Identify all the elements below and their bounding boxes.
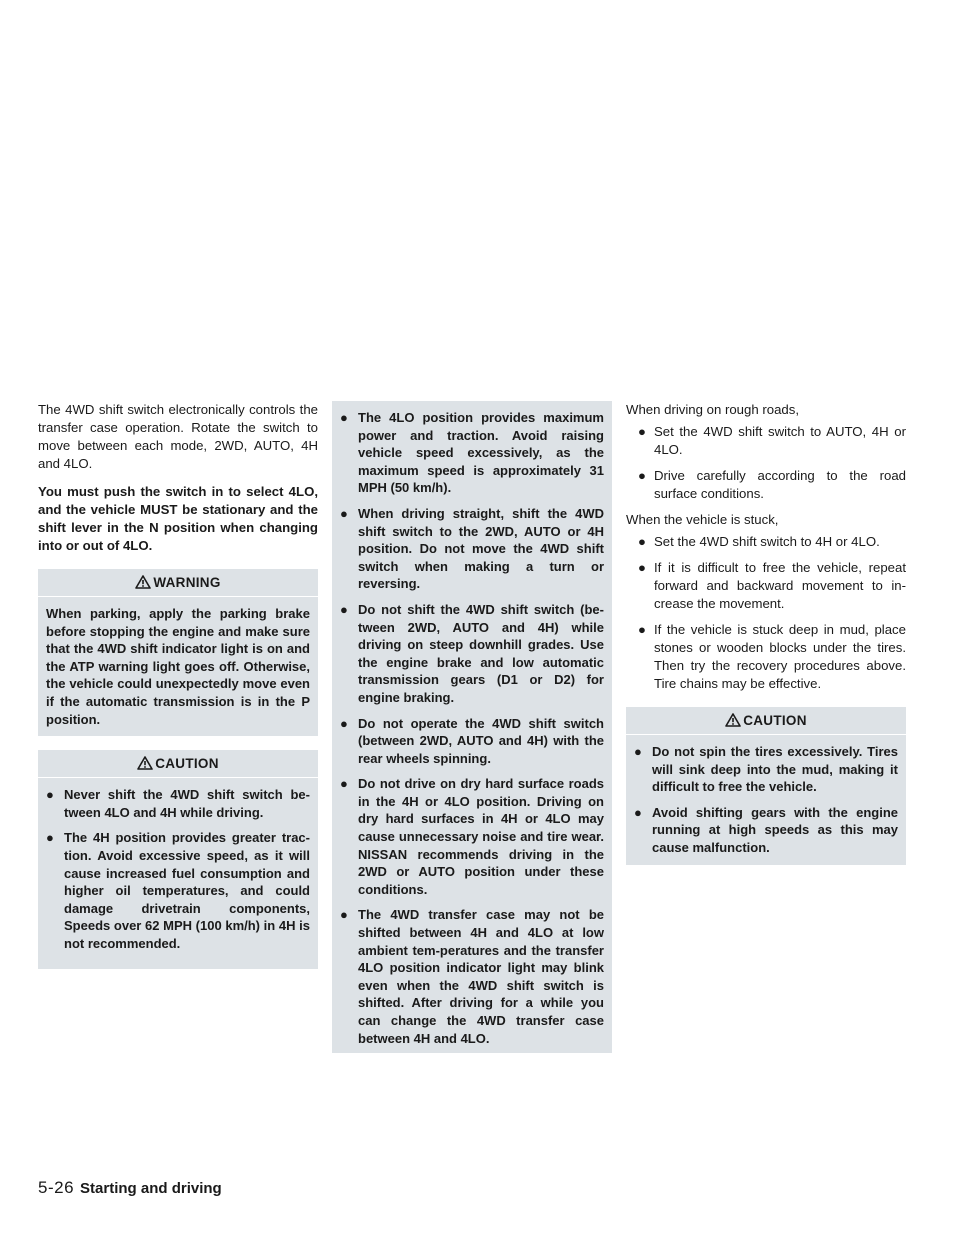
warning-text: When parking, apply the parking brake before stopping the engine and make sure that the 4WD shift indicator light is on and the ATP warning light goes off. Otherwise, the vehicle could unexpectedly move even if the automatic transmission is in the P position. — [46, 606, 310, 727]
bullet-icon: ● — [340, 907, 348, 923]
list-item: ● Do not operate the 4WD shift switch (between 2WD, AUTO and 4H) with the rear wheels spinning. — [340, 715, 604, 766]
bullet-icon: ● — [638, 622, 646, 637]
list-item: ● Do not drive on dry hard surface roads in the 4H or 4LO position. Driving on dry hard surfaces in 4H or 4LO may cause unnecessary noise and tire wear. NISSAN recommends driving in the 2WD or AUTO position under these conditions. — [340, 776, 604, 897]
intro-paragraph: The 4WD shift switch electronically controls the transfer case operation. Rotate the switch to move between each mode, 2WD, AUTO, 4H and 4LO. — [38, 402, 318, 471]
section-title: Starting and driving — [80, 1180, 222, 1197]
bullet-icon: ● — [340, 505, 348, 521]
bullet-icon: ● — [340, 410, 348, 425]
bullet-icon: ● — [340, 601, 348, 617]
bullet-icon: ● — [46, 787, 54, 803]
list-item: ● When driving straight, shift the 4WD shift switch to the 2WD, AUTO or 4H position. Do not move the 4WD shift switch when making a turn or reversing. — [340, 505, 604, 592]
caution-list-left — [46, 786, 310, 952]
warning-box — [38, 569, 318, 736]
bullet-icon: ● — [638, 424, 646, 439]
list-item: ● Set the 4WD shift switch to 4H or 4LO. — [638, 534, 880, 549]
bullet-icon: ● — [340, 715, 348, 731]
warning-triangle-icon — [135, 575, 151, 589]
list-item: ● The 4H position provides greater trac-tion. Avoid excessive speed, as it will cause increased fuel consumption and higher oil temperatures, and could damage drivetrain components, Speeds over 62 MPH (100 km/h) in 4H is not recommended. — [46, 830, 310, 951]
list-item: ● The 4WD transfer case may not be shifted between 4H and 4LO at low ambient tem-peratures and the transfer 4LO position indicator light may blink even when the 4WD shift switch is shifted. After driving for a while you can change the 4WD transfer case between 4H and 4LO. — [340, 907, 604, 1046]
list-item: ● Drive carefully according to the road surface conditions. — [638, 468, 906, 501]
column-middle — [332, 401, 612, 1053]
caution-box-continued — [332, 401, 612, 1053]
bullet-icon: ● — [638, 560, 646, 575]
warning-header — [38, 569, 318, 597]
stuck-list — [626, 533, 906, 693]
list-item: ● Set the 4WD shift switch to AUTO, 4H or 4LO. — [638, 424, 906, 457]
list-item: ● The 4LO position provides maximum power and traction. Avoid raising vehicle speed excessively, as the maximum speed is approximately 31 MPH (50 km/h). — [340, 410, 604, 496]
bullet-icon: ● — [634, 744, 642, 759]
list-item: ● Avoid shifting gears with the engine running at high speeds as this may cause malfunction. — [634, 804, 898, 855]
column-right — [626, 401, 906, 865]
caution-box-right — [626, 707, 906, 865]
caution-title: CAUTION — [743, 713, 807, 728]
list-item: ● If it is difficult to free the vehicle, repeat forward and backward movement to in-crease the movement. — [638, 560, 906, 611]
bullet-icon: ● — [638, 468, 646, 483]
warning-triangle-icon — [137, 756, 153, 770]
page-number: 5-26 — [38, 1178, 75, 1197]
4lo-note: You must push the switch in to select 4LO, and the vehicle MUST be stationary and the shift lever in the N position when changing into or out of 4LO. — [38, 484, 318, 553]
list-item: ● Do not spin the tires excessively. Tires will sink deep into the mud, making it difficult to free the vehicle. — [634, 744, 898, 795]
list-item: ● Do not shift the 4WD shift switch (be-tween 2WD, AUTO and 4H) while driving on steep downhill grades. Use the engine brake and low automatic transmission gears (D1 or D2) for engine braking. — [340, 601, 604, 705]
stuck-intro: When the vehicle is stuck, — [626, 512, 779, 527]
rough-roads-list — [626, 423, 906, 503]
caution-header — [626, 707, 906, 735]
caution-list-right — [634, 743, 898, 857]
caution-box-left — [38, 750, 318, 968]
column-left — [38, 401, 318, 969]
list-item: ● If the vehicle is stuck deep in mud, place stones or wooden blocks under the tires. Then try the recovery procedures above. Tire chains may be effective. — [638, 622, 906, 691]
warning-triangle-icon — [725, 713, 741, 727]
caution-header — [38, 750, 318, 778]
warning-title: WARNING — [153, 575, 221, 590]
rough-roads-intro: When driving on rough roads, — [626, 402, 800, 417]
bullet-icon: ● — [638, 534, 646, 549]
caution-title: CAUTION — [155, 756, 219, 772]
page-footer — [38, 1178, 222, 1198]
list-item: ● Never shift the 4WD shift switch be-tween 4LO and 4H while driving. — [46, 787, 310, 820]
bullet-icon: ● — [634, 804, 642, 820]
bullet-icon: ● — [46, 830, 54, 846]
bullet-icon: ● — [340, 776, 348, 792]
caution-list-middle — [340, 409, 604, 1047]
